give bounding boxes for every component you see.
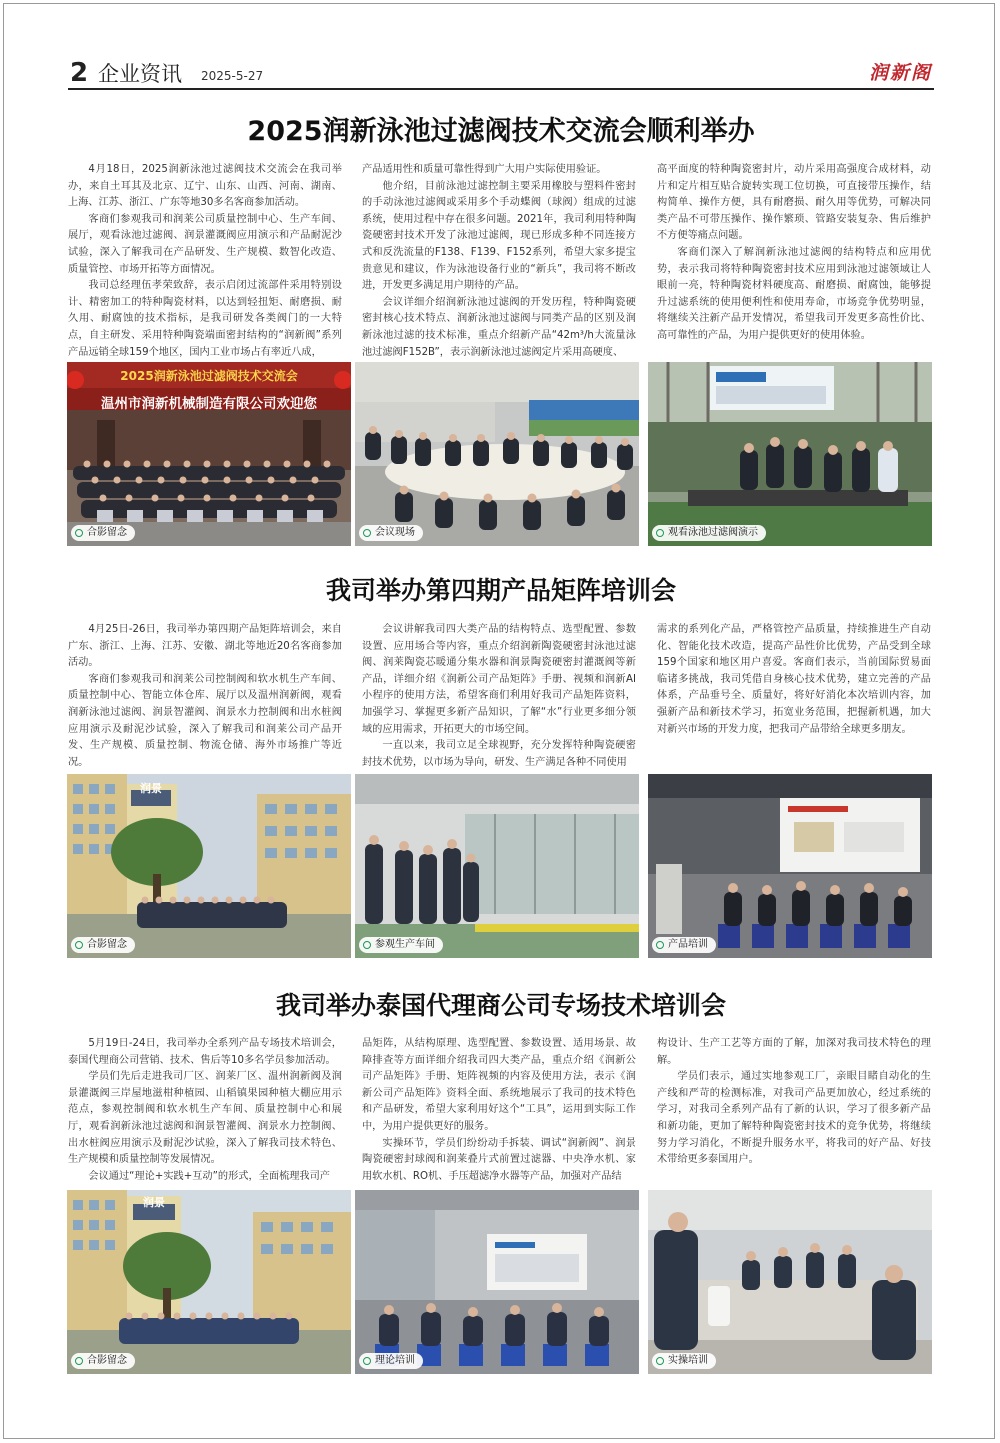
article-3-column-3 <box>657 1036 931 1169</box>
article-1-column-2 <box>362 162 636 361</box>
paragraph: 品矩阵，从结构原理、选型配置、参数设置、适用场景、故障排查等方面详细介绍我司四大类产品，重点介绍《润新公司产品矩阵》手册、矩阵视频的内容及使用方法，表示《润新公司产品矩阵》资料全面、系统地展示了我司的技术特色和产品研发，希望大家利用好这个“工具”，运用到实际工作中，为用户提供更好的服务。 <box>362 1038 636 1132</box>
paragraph: 构设计、生产工艺等方面的了解，加深对我司技术特色的理解。 <box>657 1038 931 1066</box>
paragraph: 4月18日，2025润新泳池过滤阀技术交流会在我司举办，来自土耳其及北京、辽宁、山东、山西、河南、湖南、上海、江苏、浙江、广东等地30多名客商参加活动。 <box>68 164 342 209</box>
article-2-column-1 <box>68 622 342 771</box>
section-title: 企业资讯 <box>98 62 182 86</box>
caption-text: 实操培训 <box>668 1355 708 1366</box>
event-banner-text: 2025润新泳池过滤阀技术交流会 <box>120 369 298 383</box>
training-photo-image <box>648 774 932 958</box>
page-header <box>68 56 934 90</box>
paragraph: 他介绍，目前泳池过滤控制主要采用橡胶与塑料件密封的手动泳池过滤阀或采用多个手动蝶阀（球阀）组成的过滤系统，使用过程中存在很多问题。2021年，我司利用特种陶瓷硬密封技术开发了泳池过滤阀，现已形成多种不同连接方式和反洗流量的F138、F139、F152系列，希望大家多提宝贵意见和建议，作为泳池设备行业的“新兵”，我司将不断改进，开发更多满足用户期待的产品。 <box>362 180 636 292</box>
photo-pool-demo <box>648 362 932 546</box>
article-2-title: 我司举办第四期产品矩阵培训会 <box>325 576 676 605</box>
paragraph: 会议讲解我司四大类产品的结构特点、选型配置、参数设置、应用场合等内容，重点介绍润新陶瓷硬密封泳池过滤阀、润莱陶瓷芯暖通分集水器和润景陶瓷硬密封灌溉阀等新产品，详细介绍《润新公司产品矩阵》手册、视频和润新AI小程序的使用方法，希望客商们利用好我司产品矩阵资料，加强学习、掌握更多新产品知识，了解“水”行业更多细分领域的应用需求，开拓更大的市场空间。 <box>362 624 636 735</box>
group-photo-2-image <box>67 774 351 958</box>
paragraph: 产品适用性和质量可靠性得到广大用户实际使用验证。 <box>362 164 607 175</box>
photo-meeting-room <box>355 362 639 546</box>
article-1-title: 2025润新泳池过滤阀技术交流会顺利举办 <box>247 116 755 147</box>
photo-caption <box>359 1353 423 1369</box>
camera-dot-icon <box>75 529 83 537</box>
camera-dot-icon <box>75 941 83 949</box>
meeting-photo-image <box>355 362 639 546</box>
paragraph: 会议详细介绍润新泳池过滤阀的开发历程，特种陶瓷硬密封核心技术特点、润新泳池过滤阀与同类产品的区别及润新泳池过滤的技术标准，重点介绍新产品“42m³/h大流量泳池过滤阀F152B”，表示润新泳池过滤阀定片采用高硬度、 <box>362 296 636 358</box>
photo-group-portrait <box>67 362 351 546</box>
camera-dot-icon <box>75 1357 83 1365</box>
camera-dot-icon <box>363 529 371 537</box>
caption-text: 合影留念 <box>87 939 127 950</box>
header-rule <box>68 88 934 90</box>
group-photo-image <box>67 362 351 546</box>
issue-date: 2025-5-27 <box>201 69 264 83</box>
article-1-column-3 <box>657 162 931 345</box>
paragraph: 客商们参观我司和润莱公司质量控制中心、生产车间、展厅，观看泳池过滤阀、润景灌溉阀应用演示和产品耐泥沙试验，深入了解我司在产品研发、生产规模、数智化改造、质量管控、市场开拓等方面情况。 <box>68 213 342 275</box>
paragraph: 客商们参观我司和润莱公司控制阀和软水机生产车间、质量控制中心、智能立体仓库、展厅以及温州润新阀，观看润新泳池过滤阀、润景智灌阀、润景水力控制阀和出水桩阀应用演示及耐泥沙试验，深入了解我司和润莱公司产品开发、生产规模、质量控制、物流仓储、海外市场推广等近况。 <box>68 673 342 768</box>
paragraph: 学员们先后走进我司厂区、润莱厂区、温州润新阀及润景灌溉阀三岸屋地滋柑种植园、山稻镇果园种植大棚应用示范点，参观控制阀和软水机生产车间、质量控制中心和展厅，观看润新泳池过滤阀和润景智灌阀、润景水力控制阀、出水桩阀应用演示及耐泥沙试验，深入了解我司技术特色、生产规模和质量控制等发展情况。 <box>68 1071 342 1166</box>
building-sign-text: 润景 <box>140 782 162 795</box>
camera-dot-icon <box>656 941 664 949</box>
pool-demo-photo-image <box>648 362 932 546</box>
photo-theory-training <box>355 1190 639 1374</box>
caption-text: 会议现场 <box>375 527 415 538</box>
paragraph: 一直以来，我司立足全球视野，充分发挥特种陶瓷硬密封技术优势，以市场为导向，研发、生产满足各种不同使用 <box>362 740 636 768</box>
photo-caption <box>71 1353 135 1369</box>
photo-workshop-visit <box>355 774 639 958</box>
caption-text: 合影留念 <box>87 527 127 538</box>
caption-text: 理论培训 <box>375 1355 415 1366</box>
caption-text: 参观生产车间 <box>375 939 435 950</box>
article-1-column-1 <box>68 162 342 361</box>
group-photo-3-image <box>67 1190 351 1374</box>
photo-product-training <box>648 774 932 958</box>
caption-text: 观看泳池过滤阀演示 <box>668 527 758 538</box>
camera-dot-icon <box>656 1357 664 1365</box>
paragraph: 学员们表示，通过实地参观工厂，亲眼目睹自动化的生产线和严苛的检测标准，对我司产品更加放心，经过系统的学习，对我司全系列产品有了新的认识，学习了很多新产品和新功能，更加了解特种陶瓷密封技术的竞争优势，将继续努力学习消化，不断提升服务水平，将我司的好产品、好技术带给更多泰国用户。 <box>657 1071 931 1166</box>
hands-on-photo-image <box>648 1190 932 1374</box>
camera-dot-icon <box>656 529 664 537</box>
article-2-column-2 <box>362 622 636 771</box>
photo-group-portrait-2 <box>67 774 351 958</box>
workshop-photo-image <box>355 774 639 958</box>
paragraph: 高平面度的特种陶瓷密封片，动片采用高强度合成材料，动片和定片相互贴合旋转实现工位切换，可直接带压操作，结构简单、操作方便，具有耐磨损、耐久用等优势，可解决同类产品不可带压操作、操作繁琐、管路安装复杂、售后维护不方便等痛点问题。 <box>657 164 931 242</box>
camera-dot-icon <box>363 941 371 949</box>
welcome-sign-text: 温州市润新机械制造有限公司欢迎您 <box>101 396 317 412</box>
photo-caption <box>359 937 443 953</box>
paragraph: 客商们深入了解润新泳池过滤阀的结构特点和应用优势，表示我司将特种陶瓷密封技术应用到泳池过滤领域让人眼前一亮，特种陶瓷材料硬度高、耐磨损、耐腐蚀，能够提升过滤系统的使用便利性和使用寿命，市场竞争优势明显，将继续关注新产品开发情况，希望我司开发更多高性价比、高可靠性的产品，为用户提供更好的使用体验。 <box>657 246 931 341</box>
photo-caption <box>71 937 135 953</box>
paragraph: 我司总经理伍孝荣致辞，表示启闭过流部件采用特别设计、精密加工的特种陶瓷材料，以达到轻扭矩、耐磨损、耐久用、耐腐蚀的技术指标，是我司研发各类阀门的一大特点，自主研发、采用特种陶瓷端面密封结构的“润新阀”系列产品远销全球159个地区，国内工业市场占有率近八成， <box>68 280 342 358</box>
page-number: 2 <box>70 58 89 88</box>
paragraph: 4月25日-26日，我司举办第四期产品矩阵培训会，来自广东、浙江、上海、江苏、安徽、湖北等地近20名客商参加活动。 <box>68 624 342 669</box>
article-3-column-1 <box>68 1036 342 1185</box>
paragraph: 实操环节，学员们纷纷动手拆装、调试“润新阀”、润景陶瓷硬密封球阀和润莱叠片式前置过滤器、中央净水机、家用软水机、RO机、手压超滤净水器等产品，加强对产品结 <box>362 1137 636 1182</box>
photo-hands-on-training <box>648 1190 932 1374</box>
paragraph: 会议通过“理论+实践+互动”的形式，全面梳理我司产 <box>88 1170 330 1182</box>
article-3-title: 我司举办泰国代理商公司专场技术培训会 <box>275 991 726 1020</box>
photo-caption <box>71 525 135 541</box>
paragraph: 需求的系列化产品，严格管控产品质量，持续推进生产自动化、智能化技术改造，提高产品性价比优势，产品受到全球159个国家和地区用户喜爱。客商们表示，当前国际贸易面临诸多挑战，我司凭借自身核心技术优势，建立完善的产品体系，产品垂号全、质量好，将好好消化本次培训内容，加强新产品和新技术学习，拓宽业务范围，把握新机遇，加大对新兴市场的开发力度，把我司产品带给全球更多朋友。 <box>657 624 931 735</box>
building-sign-text: 润景 <box>143 1196 165 1209</box>
article-2-column-3 <box>657 622 931 738</box>
caption-text: 合影留念 <box>87 1355 127 1366</box>
paragraph: 5月19日-24日，我司举办全系列产品专场技术培训会，泰国代理商公司营销、技术、售后等10多名学员参加活动。 <box>68 1038 342 1066</box>
camera-dot-icon <box>363 1357 371 1365</box>
article-3-column-2 <box>362 1036 636 1185</box>
caption-text: 产品培训 <box>668 939 708 950</box>
photo-caption <box>359 525 423 541</box>
photo-caption <box>652 937 716 953</box>
theory-training-photo-image <box>355 1190 639 1374</box>
masthead-logo: 润新阁 <box>868 62 932 84</box>
photo-caption <box>652 1353 716 1369</box>
photo-group-portrait-3 <box>67 1190 351 1374</box>
photo-caption <box>652 525 766 541</box>
